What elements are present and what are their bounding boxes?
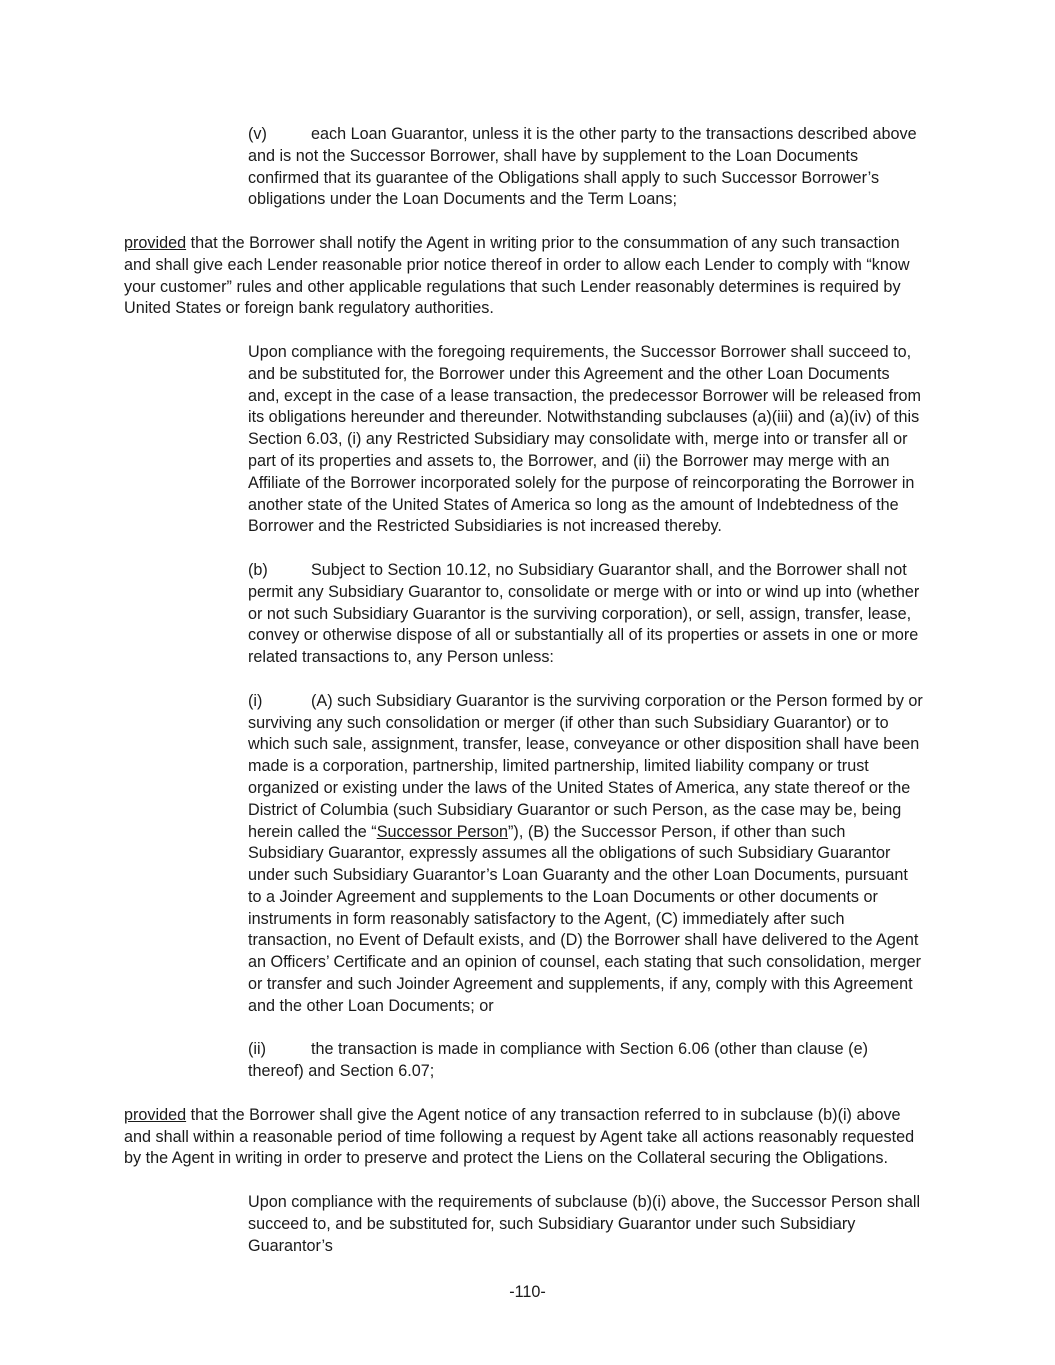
paragraph-text: Upon compliance with the requirements of subclause (b)(i) above, the Successor Person shall succeed to, and be substituted for, such Subsidiary Guarantor under such Subsidiary Guarantor’s [248, 1193, 921, 1255]
paragraph-successor-person [124, 1192, 924, 1257]
paragraph-text: Upon compliance with the foregoing requirements, the Successor Borrower shall succeed to, and be substituted for, the Borrower under this Agreement and the other Loan Documents and, except in the case of a lease transaction, the predecessor Borrower will be released from its obligations hereunder and thereunder. Notwithstanding subclauses (a)(iii) and (a)(iv) of this Section 6.03, (i) any Restricted Subsidiary may consolidate with, merge into or transfer all or part of its properties and assets to, the Borrower, and (ii) the Borrower may merge with an Affiliate of the Borrower incorporated solely for the purpose of reincorporating the Borrower in another state of the United States of America so long as the amount of Indebtedness of the Borrower and the Restricted Subsidiaries is not increased thereby. [248, 342, 922, 536]
paragraph-v [124, 124, 924, 211]
paragraph-text: Subject to Section 10.12, no Subsidiary Guarantor shall, and the Borrower shall not permit any Subsidiary Guarantor to, consolidate or merge with or into or wind up into (whether or not such Subsidiary Guarantor is the surviving corporation), or sell, assign, transfer, lease, convey or otherwise dispose of all or substantially all of its properties or assets in one or more related transactions to, any Person unless: [248, 560, 920, 667]
paragraph-text: (A) such Subsidiary Guarantor is the surviving corporation or the Person formed by or surviving any such consolidation or merger (if other than such Subsidiary Guarantor) or to which such sale, assignment, transfer, lease, conveyance or other disposition shall have been made is a corporation, partnership, limited partnership, limited liability company or trust organized or existing under the laws of the United States of America, any state thereof or the District of Columbia (such Subsidiary Guarantor or such Person, as the case may be, being herein called the “ [248, 691, 923, 841]
paragraph-proviso-1 [124, 233, 924, 320]
paragraph-proviso-2 [124, 1105, 924, 1170]
page-number: -110- [509, 1283, 546, 1301]
proviso-lead: provided [124, 1105, 187, 1124]
paragraph-b [124, 560, 924, 669]
paragraph-text: the transaction is made in compliance with Section 6.06 (other than clause (e) thereof) and Section 6.07; [248, 1040, 868, 1081]
paragraph-i [124, 691, 924, 1018]
clause-marker: (i) [248, 691, 263, 710]
paragraph-text: that the Borrower shall notify the Agent in writing prior to the consummation of any such transaction and shall give each Lender reasonable prior notice thereof in order to allow each Lender to comply with “know your customer” rules and other applicable regulations that such Lender reasonably determines is required by United States or foreign bank regulatory authorities. [124, 233, 910, 318]
paragraph-text: each Loan Guarantor, unless it is the other party to the transactions described above and is not the Successor Borrower, shall have by supplement to the Loan Documents confirmed that its guarantee of the Obligations shall apply to such Successor Borrower’s obligations under the Loan Documents and the Term Loans; [248, 125, 917, 209]
proviso-lead: provided [124, 233, 187, 252]
paragraph-successor-borrower [124, 342, 924, 538]
clause-marker: (v) [248, 125, 267, 143]
clause-marker: (b) [248, 560, 268, 579]
paragraph-ii [124, 1039, 924, 1083]
paragraph-text: that the Borrower shall give the Agent notice of any transaction referred to in subclause (b)(i) above and shall within a reasonable period of time following a request by Agent take all actions reasonably requested by the Agent in writing in order to preserve and protect the Liens on the Collateral securing the Obligations. [124, 1105, 915, 1168]
defined-term: Successor Person [376, 822, 509, 841]
clause-marker: (ii) [248, 1040, 266, 1059]
paragraph-text-continued: ”), (B) the Successor Person, if other than such Subsidiary Guarantor, expressly assumes all the obligations of such Subsidiary Guarantor under such Subsidiary Guarantor’s Loan Guaranty and the other Loan Documents, pursuant to a Joinder Agreement and supplements to the Loan Documents or other documents or instruments in form reasonably satisfactory to the Agent, (C) immediately after such transaction, no Event of Default exists, and (D) the Borrower shall have delivered to the Agent an Officers’ Certificate and an opinion of counsel, each stating that such consolidation, merger or transfer and such Joinder Agreement and supplements, if any, comply with this Agreement and the other Loan Documents; or [248, 822, 922, 1015]
document-body [124, 124, 924, 1279]
